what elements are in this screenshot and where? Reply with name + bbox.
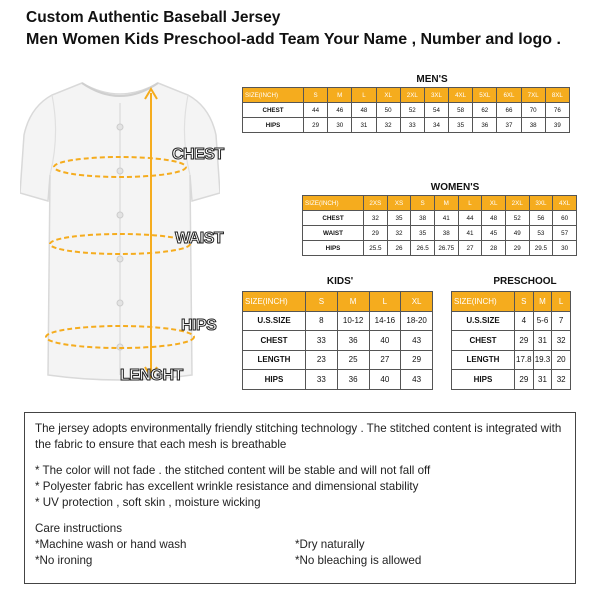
row-label-cell: CHEST <box>452 331 515 351</box>
table-cell: 32 <box>387 226 411 241</box>
page-title: Custom Authentic Baseball Jersey <box>26 9 281 26</box>
header-cell: M <box>434 196 458 211</box>
header-cell: XS <box>387 196 411 211</box>
table-cell: 43 <box>401 331 433 351</box>
header-cell: SIZE(INCH) <box>452 292 515 312</box>
table-cell: 62 <box>473 103 497 118</box>
table-cell: 34 <box>424 118 448 133</box>
row-label-cell: U.S.SIZE <box>243 311 306 331</box>
table-cell: 25.5 <box>364 241 388 256</box>
kids-caption: KIDS' <box>326 276 354 287</box>
preschool-caption: PRESCHOOL <box>493 276 557 287</box>
header-cell: 2XL <box>505 196 529 211</box>
row-label-cell: CHEST <box>243 103 304 118</box>
table-cell: 4 <box>515 311 534 331</box>
table-cell: 53 <box>529 226 553 241</box>
table-cell: 14-16 <box>369 311 401 331</box>
row-label-cell: LENGTH <box>243 350 306 370</box>
page-subtitle: Men Women Kids Preschool-add Team Your Name , Number and logo . <box>26 31 561 48</box>
header-cell: L <box>458 196 482 211</box>
table-cell: 7 <box>552 311 571 331</box>
care-left <box>35 537 295 569</box>
header-cell: SIZE(INCH) <box>243 88 304 103</box>
table-cell: 10-12 <box>337 311 369 331</box>
table-cell: 30 <box>328 118 352 133</box>
table-row <box>452 311 571 331</box>
table-row <box>243 311 433 331</box>
men-caption: MEN'S <box>416 74 448 85</box>
table-cell: 38 <box>434 226 458 241</box>
table-row <box>303 241 577 256</box>
feature-bullet: * Polyester fabric has excellent wrinkle resistance and dimensional stability <box>35 480 419 493</box>
table-cell: 31 <box>533 331 552 351</box>
stitching-text: The jersey adopts environmentally friendly stitching technology . The stitched content is integrated with the fabric to ensure that each mesh is breathable <box>35 422 562 451</box>
table-cell: 46 <box>328 103 352 118</box>
header-cell: S <box>304 88 328 103</box>
row-label-cell: HIPS <box>452 370 515 390</box>
table-header-row <box>452 292 571 312</box>
table-cell: 35 <box>449 118 473 133</box>
feature-bullet: * The color will not fade . the stitched content will be stable and will not fall off <box>35 464 431 477</box>
table-cell: 48 <box>352 103 376 118</box>
table-cell: 30 <box>553 241 577 256</box>
header-cell: L <box>369 292 401 312</box>
table-cell: 66 <box>497 103 521 118</box>
header-cell: M <box>337 292 369 312</box>
header-cell: SIZE(INCH) <box>303 196 364 211</box>
table-cell: 35 <box>411 226 435 241</box>
table-row <box>243 370 433 390</box>
kids-size-table <box>242 291 433 390</box>
table-cell: 57 <box>553 226 577 241</box>
table-cell: 52 <box>400 103 424 118</box>
table-cell: 56 <box>529 211 553 226</box>
table-row <box>452 350 571 370</box>
table-cell: 36 <box>337 331 369 351</box>
header-cell: 2XL <box>400 88 424 103</box>
table-row <box>243 331 433 351</box>
table-cell: 33 <box>306 370 338 390</box>
care-right <box>295 537 555 569</box>
chest-label: CHEST <box>172 146 224 163</box>
table-cell: 50 <box>376 103 400 118</box>
row-label-cell: CHEST <box>243 331 306 351</box>
header-cell: 2XS <box>364 196 388 211</box>
table-cell: 17.8 <box>515 350 534 370</box>
table-cell: 70 <box>521 103 545 118</box>
table-cell: 33 <box>306 331 338 351</box>
care-item: *No bleaching is allowed <box>295 554 422 567</box>
table-cell: 54 <box>424 103 448 118</box>
table-cell: 27 <box>458 241 482 256</box>
table-cell: 33 <box>400 118 424 133</box>
header-cell: S <box>515 292 534 312</box>
table-cell: 31 <box>352 118 376 133</box>
header-cell: 6XL <box>497 88 521 103</box>
header-cell: XL <box>376 88 400 103</box>
table-cell: 26 <box>387 241 411 256</box>
row-label-cell: CHEST <box>303 211 364 226</box>
table-cell: 32 <box>552 331 571 351</box>
table-row <box>303 226 577 241</box>
care-item: *No ironing <box>35 554 93 567</box>
table-cell: 29 <box>304 118 328 133</box>
table-row <box>452 370 571 390</box>
header-cell: 5XL <box>473 88 497 103</box>
table-cell: 37 <box>497 118 521 133</box>
header-cell: 8XL <box>545 88 569 103</box>
row-label-cell: U.S.SIZE <box>452 311 515 331</box>
header-cell: SIZE(INCH) <box>243 292 306 312</box>
table-cell: 19.3 <box>533 350 552 370</box>
women-caption: WOMEN'S <box>430 182 480 193</box>
header-cell: S <box>411 196 435 211</box>
preschool-size-table <box>451 291 571 390</box>
table-cell: 20 <box>552 350 571 370</box>
table-cell: 43 <box>401 370 433 390</box>
table-cell: 29 <box>505 241 529 256</box>
row-label-cell: WAIST <box>303 226 364 241</box>
table-cell: 41 <box>458 226 482 241</box>
table-cell: 41 <box>434 211 458 226</box>
table-cell: 36 <box>473 118 497 133</box>
table-row <box>452 331 571 351</box>
table-cell: 49 <box>505 226 529 241</box>
table-cell: 38 <box>411 211 435 226</box>
header-cell: M <box>328 88 352 103</box>
table-cell: 27 <box>369 350 401 370</box>
table-cell: 8 <box>306 311 338 331</box>
table-cell: 36 <box>337 370 369 390</box>
table-cell: 31 <box>533 370 552 390</box>
table-cell: 23 <box>306 350 338 370</box>
care-title: Care instructions <box>35 522 122 535</box>
row-label-cell: HIPS <box>303 241 364 256</box>
length-label: LENGHT <box>120 367 183 384</box>
table-cell: 29.5 <box>529 241 553 256</box>
table-cell: 26.75 <box>434 241 458 256</box>
waist-label: WAIST <box>175 230 224 247</box>
table-cell: 58 <box>449 103 473 118</box>
table-cell: 32 <box>552 370 571 390</box>
table-row <box>243 103 570 118</box>
row-label-cell: HIPS <box>243 118 304 133</box>
table-cell: 39 <box>545 118 569 133</box>
table-cell: 29 <box>515 331 534 351</box>
table-cell: 32 <box>364 211 388 226</box>
hips-label: HIPS <box>181 317 217 334</box>
header-cell: 3XL <box>424 88 448 103</box>
header-cell: L <box>352 88 376 103</box>
table-cell: 45 <box>482 226 506 241</box>
table-cell: 18-20 <box>401 311 433 331</box>
feature-bullet: * UV protection , soft skin , moisture wicking <box>35 496 261 509</box>
table-cell: 60 <box>553 211 577 226</box>
table-cell: 25 <box>337 350 369 370</box>
header-cell: M <box>533 292 552 312</box>
care-columns <box>35 537 565 569</box>
header-cell: XL <box>482 196 506 211</box>
header-cell: 4XL <box>553 196 577 211</box>
header-cell: 7XL <box>521 88 545 103</box>
table-row <box>243 118 570 133</box>
table-cell: 29 <box>515 370 534 390</box>
table-cell: 32 <box>376 118 400 133</box>
women-size-table <box>302 195 577 256</box>
header-cell: 4XL <box>449 88 473 103</box>
table-cell: 5-6 <box>533 311 552 331</box>
header-cell: L <box>552 292 571 312</box>
table-cell: 40 <box>369 331 401 351</box>
table-row <box>303 211 577 226</box>
care-item: *Machine wash or hand wash <box>35 538 187 551</box>
table-header-row <box>303 196 577 211</box>
header-cell: XL <box>401 292 433 312</box>
table-cell: 76 <box>545 103 569 118</box>
table-cell: 44 <box>304 103 328 118</box>
table-cell: 29 <box>364 226 388 241</box>
header-cell: S <box>306 292 338 312</box>
care-item: *Dry naturally <box>295 538 365 551</box>
table-header-row <box>243 88 570 103</box>
row-label-cell: HIPS <box>243 370 306 390</box>
table-cell: 40 <box>369 370 401 390</box>
table-cell: 29 <box>401 350 433 370</box>
header-cell: 3XL <box>529 196 553 211</box>
table-cell: 52 <box>505 211 529 226</box>
row-label-cell: LENGTH <box>452 350 515 370</box>
table-cell: 48 <box>482 211 506 226</box>
product-info-box <box>24 412 576 584</box>
table-cell: 28 <box>482 241 506 256</box>
table-cell: 38 <box>521 118 545 133</box>
table-row <box>243 350 433 370</box>
table-header-row <box>243 292 433 312</box>
table-cell: 44 <box>458 211 482 226</box>
table-cell: 35 <box>387 211 411 226</box>
men-size-table <box>242 87 570 133</box>
table-cell: 26.5 <box>411 241 435 256</box>
